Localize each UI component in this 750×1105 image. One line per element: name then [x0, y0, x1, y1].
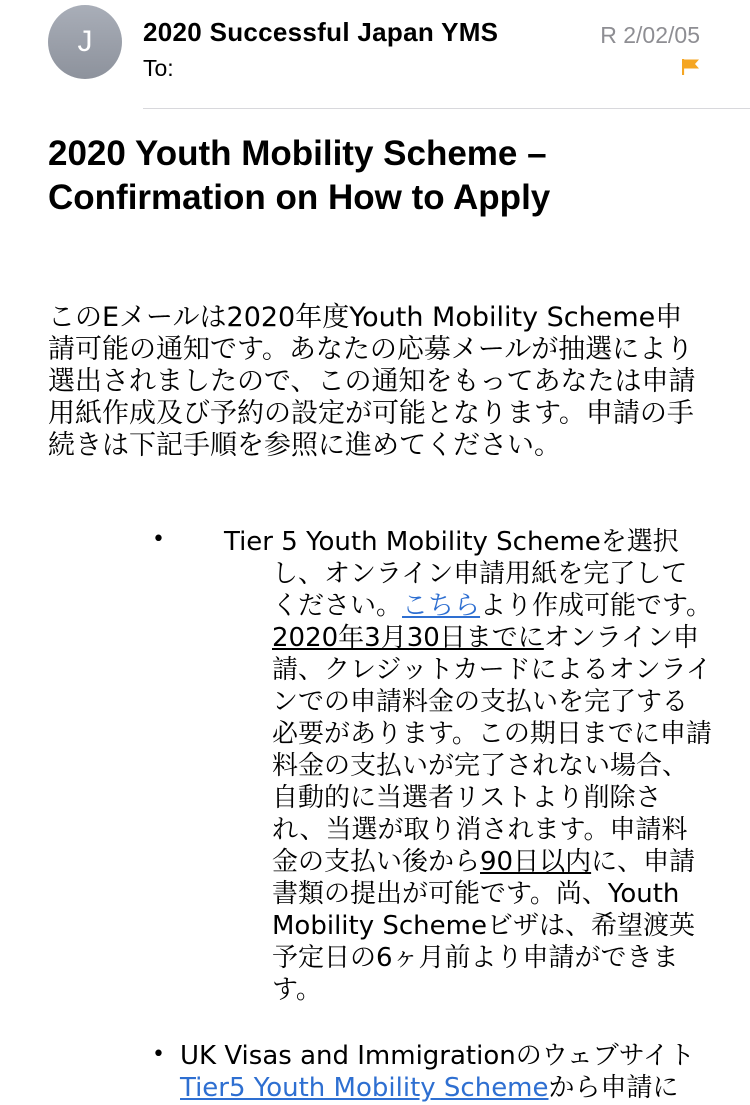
list-item-text: から申請に: [548, 1073, 679, 1103]
list-item-text: オンライン申請、クレジットカードによるオンラインでの申請料金の支払いを完了する必要があります。この期日までに申請料金の支払いが完了されない場合、自動的に当選者リストより削除され、当選が取り消されます。申請料金の支払い後から: [272, 623, 712, 877]
sender-name[interactable]: 2020 Successful Japan YMS: [143, 17, 499, 47]
list-item-text: し、オンライン申請用紙を完了してください。: [272, 559, 688, 621]
list-item: [224, 526, 712, 1006]
received-date: R 2/02/05: [600, 22, 700, 48]
list-item-text: に、申請書類の提出が可能です。尚、Youth Mobility Schemeビザは、希望渡英予定日の6ヶ月前より申請ができます。: [272, 847, 696, 1005]
header-divider: [143, 108, 750, 109]
bullet-marker: •: [152, 1042, 165, 1067]
sender-avatar[interactable]: J: [48, 5, 122, 79]
submission-window-text: 90日以内: [480, 847, 592, 877]
list-item-text: より作成可能です。: [480, 591, 712, 621]
email-intro-paragraph: このEメールは2020年度Youth Mobility Scheme申請可能の通知です。あなたの応募メールが抽選により選出されましたので、この通知をもってあなたは申請用紙作成及び予約の設定が可能となります。申請の手続きは下記手順を参照に進めてください。: [48, 302, 696, 461]
list-item-first-line: Tier 5 Youth Mobility Schemeを選択: [224, 527, 679, 557]
email-subject: 2020 Youth Mobility Scheme – Confirmation on How to Apply: [48, 134, 551, 217]
recipient-label: To:: [143, 55, 174, 81]
application-form-link[interactable]: こちら: [402, 591, 481, 621]
bullet-marker: •: [152, 527, 165, 552]
tier5-yms-link[interactable]: Tier5 Youth Mobility Scheme: [180, 1073, 549, 1103]
deadline-text: 2020年3月30日までに: [272, 623, 544, 653]
list-item-text: UK Visas and Immigrationのウェブサイト: [180, 1041, 695, 1071]
email-header: [0, 0, 750, 110]
flag-icon[interactable]: [682, 58, 700, 76]
list-item: [180, 1040, 720, 1104]
